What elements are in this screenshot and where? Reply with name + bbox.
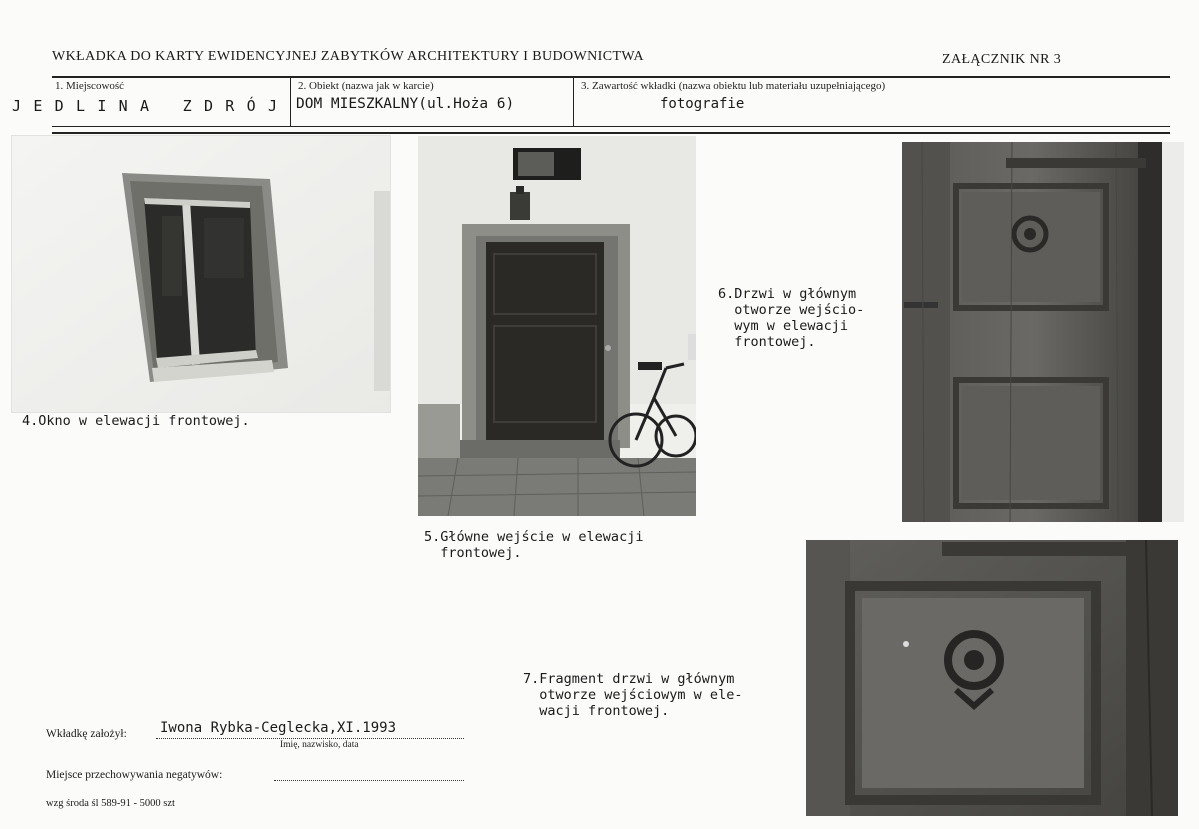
created-by-label: Wkładkę założył: [46,728,127,740]
field-1-label: 1. Miejscowość [55,80,125,92]
door-photo-illustration [902,142,1162,522]
caption-6: 6.Drzwi w głównym otworze wejścio- wym w elewacji frontowej. [718,286,865,350]
entrance-photo-illustration [418,136,696,516]
caption-4: 4.Okno w elewacji frontowej. [22,413,250,429]
field-divider-2 [573,76,574,127]
annex-number: ZAŁĄCZNIK NR 3 [942,52,1062,67]
field-3-label: 3. Zawartość wkładki (nazwa obiektu lub materiału uzupełniającego) [581,80,886,92]
window-photo-illustration [12,136,390,412]
negatives-location-line [274,780,464,781]
print-info: wzg środa śl 589-91 - 5000 szt [46,798,175,809]
field-2-value: DOM MIESZKALNY(ul.Hoża 6) [296,96,515,112]
photo-door [902,142,1162,522]
header-rule-bottom [52,126,1170,127]
photo-main-entrance [418,136,696,516]
photo-door-edge [1162,142,1184,522]
caption-5: 5.Główne wejście w elewacji frontowej. [424,529,644,561]
created-by-value: Iwona Rybka-Ceglecka,XI.1993 [160,720,397,736]
created-by-line [156,738,464,739]
caption-7: 7.Fragment drzwi w głównym otworze wejściowym w ele- wacji frontowej. [523,671,743,719]
header-rule-top [52,76,1170,78]
fragment-photo-illustration [806,540,1178,816]
header-rule-bottom-2 [52,132,1170,134]
photo-door-fragment [806,540,1178,816]
field-divider-1 [290,76,291,127]
form-title: WKŁADKA DO KARTY EWIDENCYJNEJ ZABYTKÓW ARCHITEKTURY I BUDOWNICTWA [52,49,644,64]
photo-window [12,136,390,412]
negatives-location-label: Miejsce przechowywania negatywów: [46,769,223,781]
field-2-label: 2. Obiekt (nazwa jak w karcie) [298,80,434,92]
field-3-value: fotografie [660,96,745,112]
field-1-value: JEDLINA ZDRÓJ [12,97,290,115]
created-by-sublabel: Imię, nazwisko, data [280,740,359,750]
